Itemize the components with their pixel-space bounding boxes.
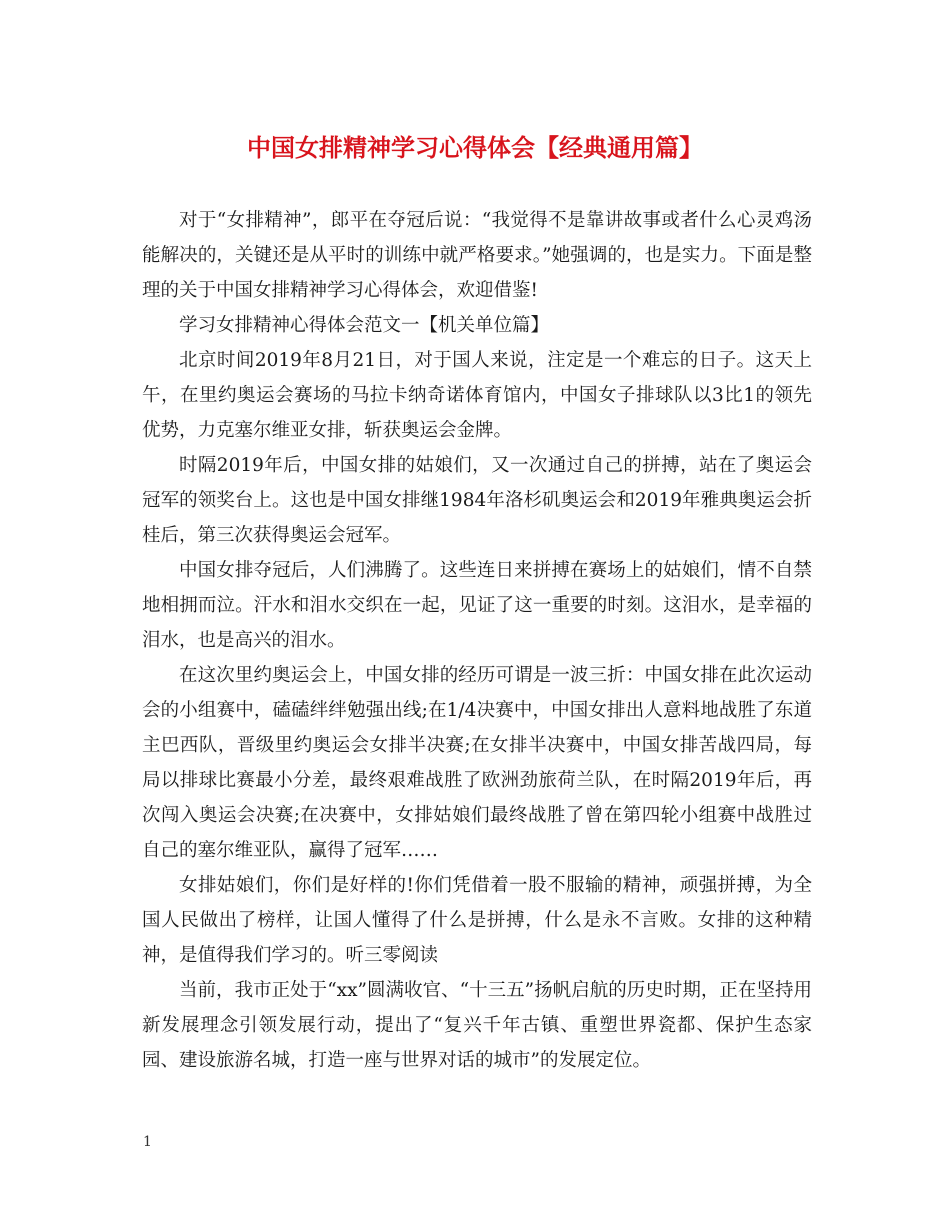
body-paragraph: 北京时间2019年8月21日，对于国人来说，注定是一个难忘的日子。这天上午，在里约奥运会赛场的马拉卡纳奇诺体育馆内，中国女子排球队以3比1的领先优势，力克塞尔维亚女排，斩获奥运会金牌。 — [142, 350, 812, 441]
body-paragraph: 中国女排夺冠后，人们沸腾了。这些连日来拼搏在赛场上的姑娘们，情不自禁地相拥而泣。汗水和泪水交织在一起，见证了这一重要的时刻。这泪水，是幸福的泪水，也是高兴的泪水。 — [142, 560, 812, 651]
body-paragraph: 女排姑娘们，你们是好样的!你们凭借着一股不服输的精神，顽强拼搏，为全国人民做出了榜样，让国人懂得了什么是拼搏，什么是永不言败。女排的这种精神，是值得我们学习的。听三零阅读 — [142, 875, 812, 966]
body-paragraph: 时隔2019年后，中国女排的姑娘们，又一次通过自己的拼搏，站在了奥运会冠军的领奖台上。这也是中国女排继1984年洛杉矶奥运会和2019年雅典奥运会折桂后，第三次获得奥运会冠军。 — [142, 455, 812, 546]
section-heading: 学习女排精神心得体会范文一【机关单位篇】 — [179, 315, 550, 336]
intro-paragraph: 对于“女排精神”，郎平在夺冠后说：“我觉得不是靠讲故事或者什么心灵鸡汤能解决的，关键还是从平时的训练中就严格要求。”她强调的，也是实力。下面是整理的关于中国女排精神学习心得体会，欢迎借鉴! — [142, 210, 812, 301]
document-body — [142, 203, 812, 1078]
document-title: 中国女排精神学习心得体会【经典通用篇】 — [247, 133, 703, 162]
body-paragraph: 当前，我市正处于“xx”圆满收官、“十三五”扬帆启航的历史时期，正在坚持用新发展理念引领发展行动，提出了“复兴千年古镇、重塑世界瓷都、保护生态家园、建设旅游名城，打造一座与世界对话的城市”的发展定位。 — [142, 980, 812, 1071]
body-paragraph: 在这次里约奥运会上，中国女排的经历可谓是一波三折：中国女排在此次运动会的小组赛中，磕磕绊绊勉强出线;在1/4决赛中，中国女排出人意料地战胜了东道主巴西队，晋级里约奥运会女排半决赛;在女排半决赛中，中国女排苦战四局，每局以排球比赛最小分差，最终艰难战胜了欧洲劲旅荷兰队，在时隔2019年后，再次闯入奥运会决赛;在决赛中，女排姑娘们最终战胜了曾在第四轮小组赛中战胜过自己的塞尔维亚队，赢得了冠军…… — [142, 665, 812, 861]
page-number: 1 — [143, 1134, 152, 1150]
